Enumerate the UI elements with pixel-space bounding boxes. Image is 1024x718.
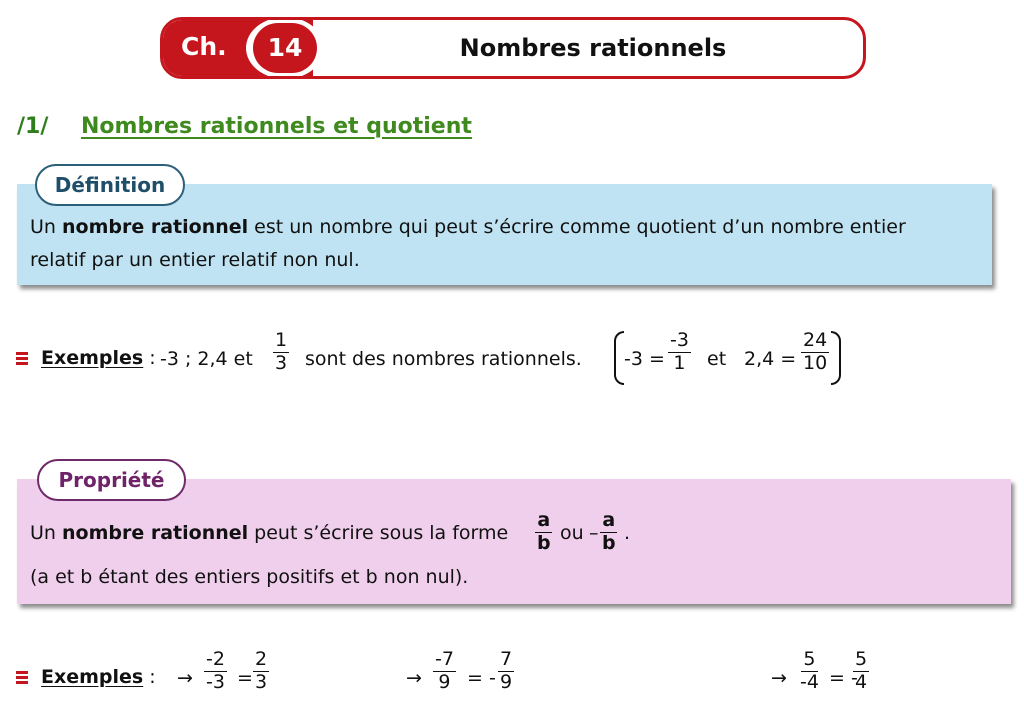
example-fraction-left: $\frac{5}{-4}$ <box>800 648 819 693</box>
property-label: Propriété <box>37 459 186 501</box>
fraction-minus-a-over-b: $\frac{a}{b}$ <box>602 509 616 554</box>
fraction-minus-three-over-one: $\frac{-3}{1}$ <box>670 329 689 374</box>
chapter-banner <box>160 17 866 79</box>
definition-label: Définition <box>35 164 185 206</box>
equals-minus-sign: = - <box>467 667 496 689</box>
definition-term: nombre rationnel <box>62 216 249 238</box>
or-word: ou <box>560 522 584 544</box>
example-fraction-right: $\frac{5}{4}$ <box>855 648 868 693</box>
definition-line-1: Un nombre rationnel est un nombre qui peut s’écrire comme quotient d’un nombre entier <box>30 216 906 238</box>
close-parenthesis <box>831 331 841 385</box>
equals-sign: = <box>237 667 253 689</box>
fraction-one-third: $\frac{1}{3}$ <box>275 329 288 374</box>
arrow-right-icon: → <box>406 667 422 689</box>
bullet-icon <box>16 352 28 365</box>
example-fraction-right: $\frac{2}{3}$ <box>255 648 268 693</box>
chapter-number: 14 <box>253 23 317 73</box>
example-fraction-right: $\frac{7}{9}$ <box>500 648 513 693</box>
open-parenthesis <box>614 331 624 385</box>
section-number: /1/ <box>17 114 49 139</box>
property-line-2: (a et b étant des entiers positifs et b non nul). <box>30 566 469 588</box>
examples-2-heading: Exemples : <box>41 666 156 688</box>
example-equation-2-lhs: 2,4 = <box>744 348 797 370</box>
arrow-right-icon: → <box>177 667 193 689</box>
example-equation-1-lhs: -3 = <box>624 348 665 370</box>
fraction-24-over-10: $\frac{24}{10}$ <box>803 329 828 374</box>
example-fraction-left: $\frac{-7}{9}$ <box>435 648 454 693</box>
examples-1-statement: sont des nombres rationnels. <box>305 348 582 370</box>
property-period: . <box>624 522 631 544</box>
arrow-right-icon: → <box>771 667 787 689</box>
chapter-label: Ch. <box>181 32 227 61</box>
and-word: et <box>707 348 727 370</box>
bullet-icon <box>16 671 28 684</box>
examples-label: Exemples <box>41 666 144 688</box>
section-title: Nombres rationnels et quotient <box>81 114 472 139</box>
minus-sign: – <box>589 522 599 544</box>
chapter-title: Nombres rationnels <box>459 34 727 62</box>
definition-line-2: relatif par un entier relatif non nul. <box>30 249 360 271</box>
property-term: nombre rationnel <box>62 522 249 544</box>
fraction-a-over-b: $\frac{a}{b}$ <box>537 509 551 554</box>
examples-1-values: -3 ; 2,4 et <box>160 348 253 370</box>
property-line-1: Un nombre rationnel peut s’écrire sous la forme <box>30 522 509 544</box>
equals-minus-sign: = - <box>829 667 858 689</box>
examples-label: Exemples <box>41 347 144 369</box>
examples-1-heading: Exemples : <box>41 347 156 369</box>
example-fraction-left: $\frac{-2}{-3}$ <box>206 648 225 693</box>
